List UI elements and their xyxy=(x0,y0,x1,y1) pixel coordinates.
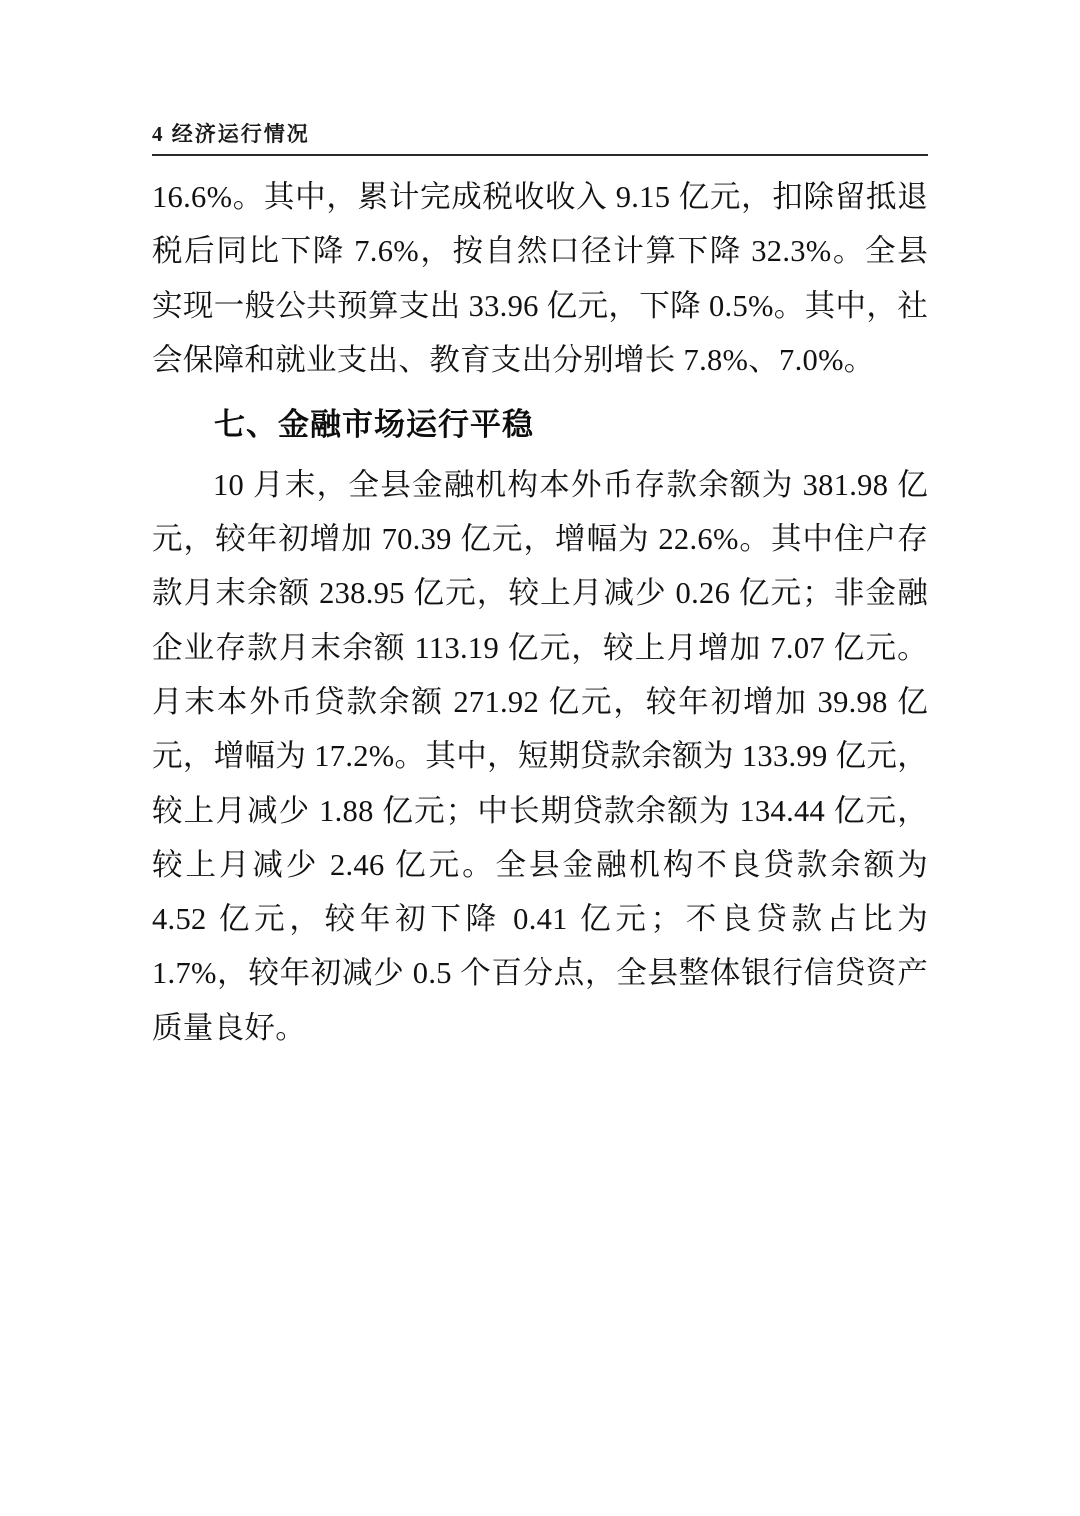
header-divider xyxy=(152,154,928,156)
page-content xyxy=(152,118,928,1055)
page-number: 4 xyxy=(152,122,165,146)
running-title: 经济运行情况 xyxy=(171,122,310,146)
section-heading-finance: 七、金融市场运行平稳 xyxy=(214,407,534,443)
paragraph-fiscal: 16.6%。其中，累计完成税收收入 9.15 亿元，扣除留抵退税后同比下降 7.6%，按自然口径计算下降 32.3%。全县实现一般公共预算支出 33.96 亿元，下降 0.5%。其中，社会保障和就业支出、教育支出分别增长 7.8%、7.0%。 xyxy=(152,180,928,377)
paragraph-finance: 10 月末，全县金融机构本外币存款余额为 381.98 亿元，较年初增加 70.39 亿元，增幅为 22.6%。其中住户存款月末余额 238.95 亿元，较上月减少 0.26 亿元；非金融企业存款月末余额 113.19 亿元，较上月增加 7.07 亿元。月末本外币贷款余额 271.92 亿元，较年初增加 39.98 亿元，增幅为 17.2%。其中，短期贷款余额为 133.99 亿元，较上月减少 1.88 亿元；中长期贷款余额为 134.44 亿元，较上月减少 2.46 亿元。全县金融机构不良贷款余额为 4.52 亿元，较年初下降 0.41 亿元；不良贷款占比为 1.7%，较年初减少 0.5 个百分点，全县整体银行信贷资产质量良好。 xyxy=(152,467,928,1045)
page-header xyxy=(152,118,928,154)
